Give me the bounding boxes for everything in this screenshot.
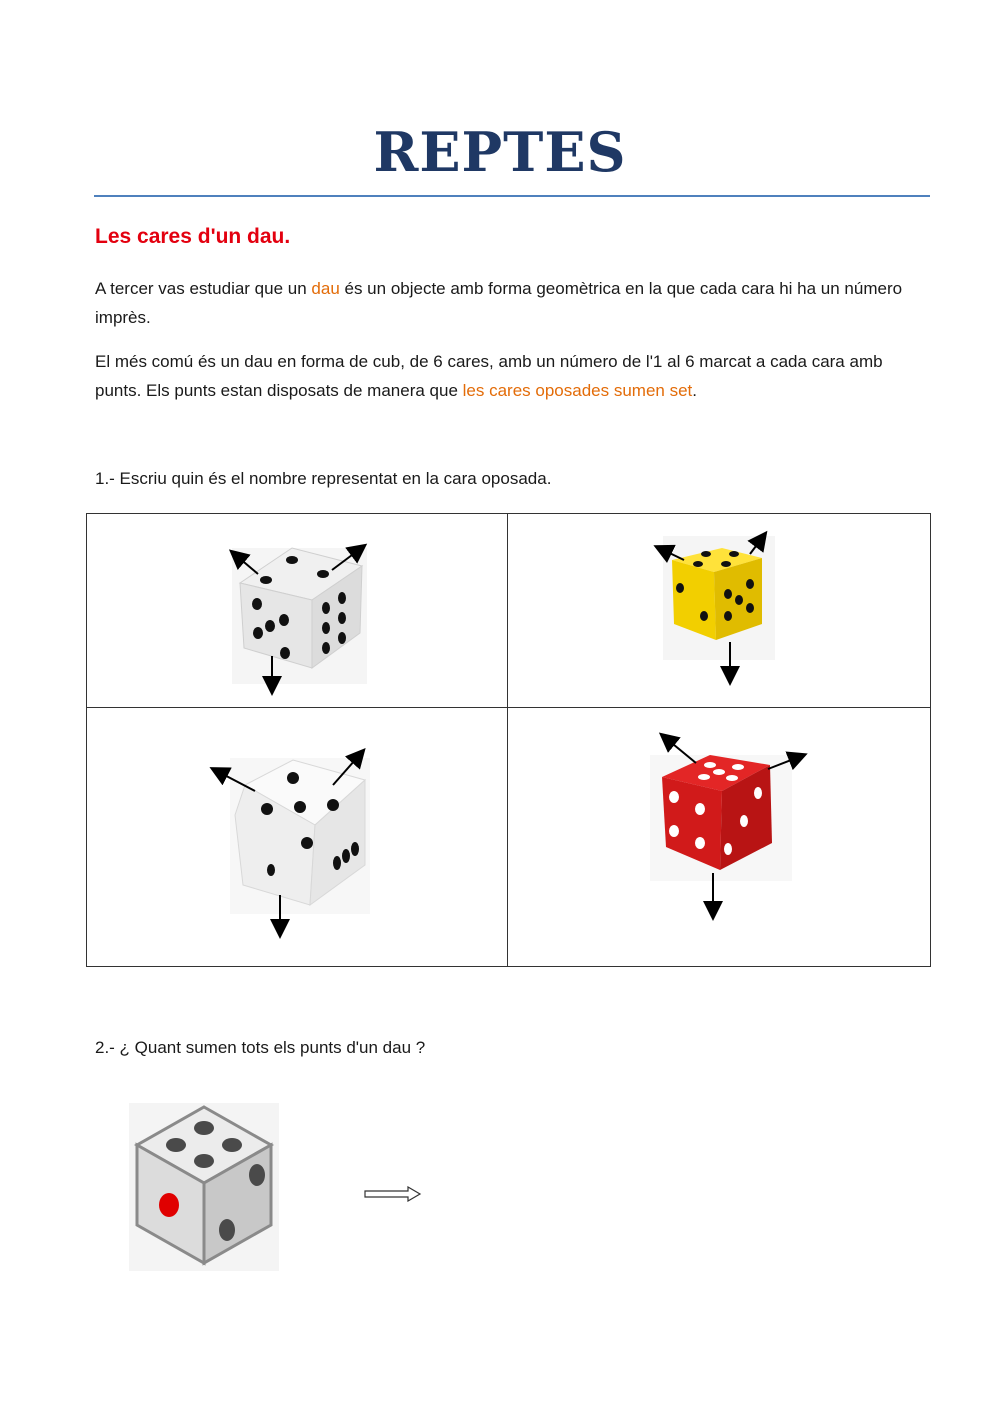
- die-pip: [721, 561, 731, 567]
- para2-highlight: les cares oposades sumen set: [462, 381, 693, 400]
- die-pip: [669, 791, 679, 803]
- para2-text-after: .: [692, 381, 697, 400]
- die-pip: [249, 1164, 265, 1186]
- die-pip: [267, 864, 275, 876]
- die-pip: [724, 611, 732, 621]
- die-pip: [265, 620, 275, 632]
- hollow-arrow-icon: [364, 1186, 422, 1202]
- die-pip: [219, 1219, 235, 1241]
- gray-die-figure: [129, 1103, 279, 1271]
- die-pip: [322, 602, 330, 614]
- die-pip: [746, 579, 754, 589]
- table-column-divider: [507, 513, 508, 967]
- die-pip: [695, 803, 705, 815]
- die-pip: [695, 837, 705, 849]
- die-pip: [732, 764, 744, 770]
- die-pip: [287, 772, 299, 784]
- yellow-die-figure: [650, 528, 780, 688]
- die-pip: [253, 627, 263, 639]
- die-pip: [726, 775, 738, 781]
- die-pip: [166, 1138, 186, 1152]
- die-pip: [279, 614, 289, 626]
- die-pip: [317, 570, 329, 578]
- die-pip: [724, 589, 732, 599]
- die-pip: [252, 598, 262, 610]
- die-pip: [222, 1138, 242, 1152]
- question-1: 1.- Escriu quin és el nombre representat en la cara oposada.: [95, 469, 552, 488]
- die-pip: [333, 856, 341, 870]
- die-pip: [194, 1121, 214, 1135]
- die-pip: [746, 603, 754, 613]
- die-pip: [322, 622, 330, 634]
- para1-text-after: és un objecte amb forma geomètrica en la que cada cara hi ha un número imprès.: [95, 279, 903, 327]
- die-pip: [754, 787, 762, 799]
- die-pip: [194, 1154, 214, 1168]
- para1-highlight: dau: [311, 279, 340, 298]
- intro-paragraph-2: [95, 347, 925, 405]
- die-pip: [280, 647, 290, 659]
- die-pip: [286, 556, 298, 564]
- table-row-divider: [86, 707, 931, 708]
- white-die-figure: [222, 538, 382, 698]
- die-pip: [704, 762, 716, 768]
- die-pip: [327, 799, 339, 811]
- die-pip: [729, 551, 739, 557]
- die-pip: [724, 843, 732, 855]
- die-pip: [322, 642, 330, 654]
- die-pip: [740, 815, 748, 827]
- die-pip: [301, 837, 313, 849]
- die-pip: [700, 611, 708, 621]
- die-pip: [693, 561, 703, 567]
- die-pip: [676, 583, 684, 593]
- die-pip-red: [159, 1193, 179, 1217]
- die-pip: [338, 592, 346, 604]
- die-pip: [261, 803, 273, 815]
- white-die-2-figure: [205, 745, 380, 940]
- die-pip: [351, 842, 359, 856]
- die-pip: [713, 769, 725, 775]
- die-pip: [338, 612, 346, 624]
- para1-text-before: A tercer vas estudiar que un: [95, 279, 312, 298]
- title-divider: [94, 195, 930, 197]
- question-2: 2.- ¿ Quant sumen tots els punts d'un dau ?: [95, 1038, 426, 1057]
- die-pip: [701, 551, 711, 557]
- die-pip: [342, 849, 350, 863]
- die-pip: [260, 576, 272, 584]
- para2-text-before: El més comú és un dau en forma de cub, de 6 cares, amb un número de l'1 al 6 marcat a cada cara amb punts. Els punts estan disposats de manera que: [95, 352, 883, 400]
- die-pip: [294, 801, 306, 813]
- page-title: REPTES: [373, 120, 627, 184]
- die-pip: [735, 595, 743, 605]
- die-pip: [338, 632, 346, 644]
- section-heading: Les cares d'un dau.: [95, 225, 291, 248]
- die-pip: [669, 825, 679, 837]
- intro-paragraph-1: [95, 274, 925, 332]
- red-die-figure: [640, 725, 815, 925]
- die-pip: [698, 774, 710, 780]
